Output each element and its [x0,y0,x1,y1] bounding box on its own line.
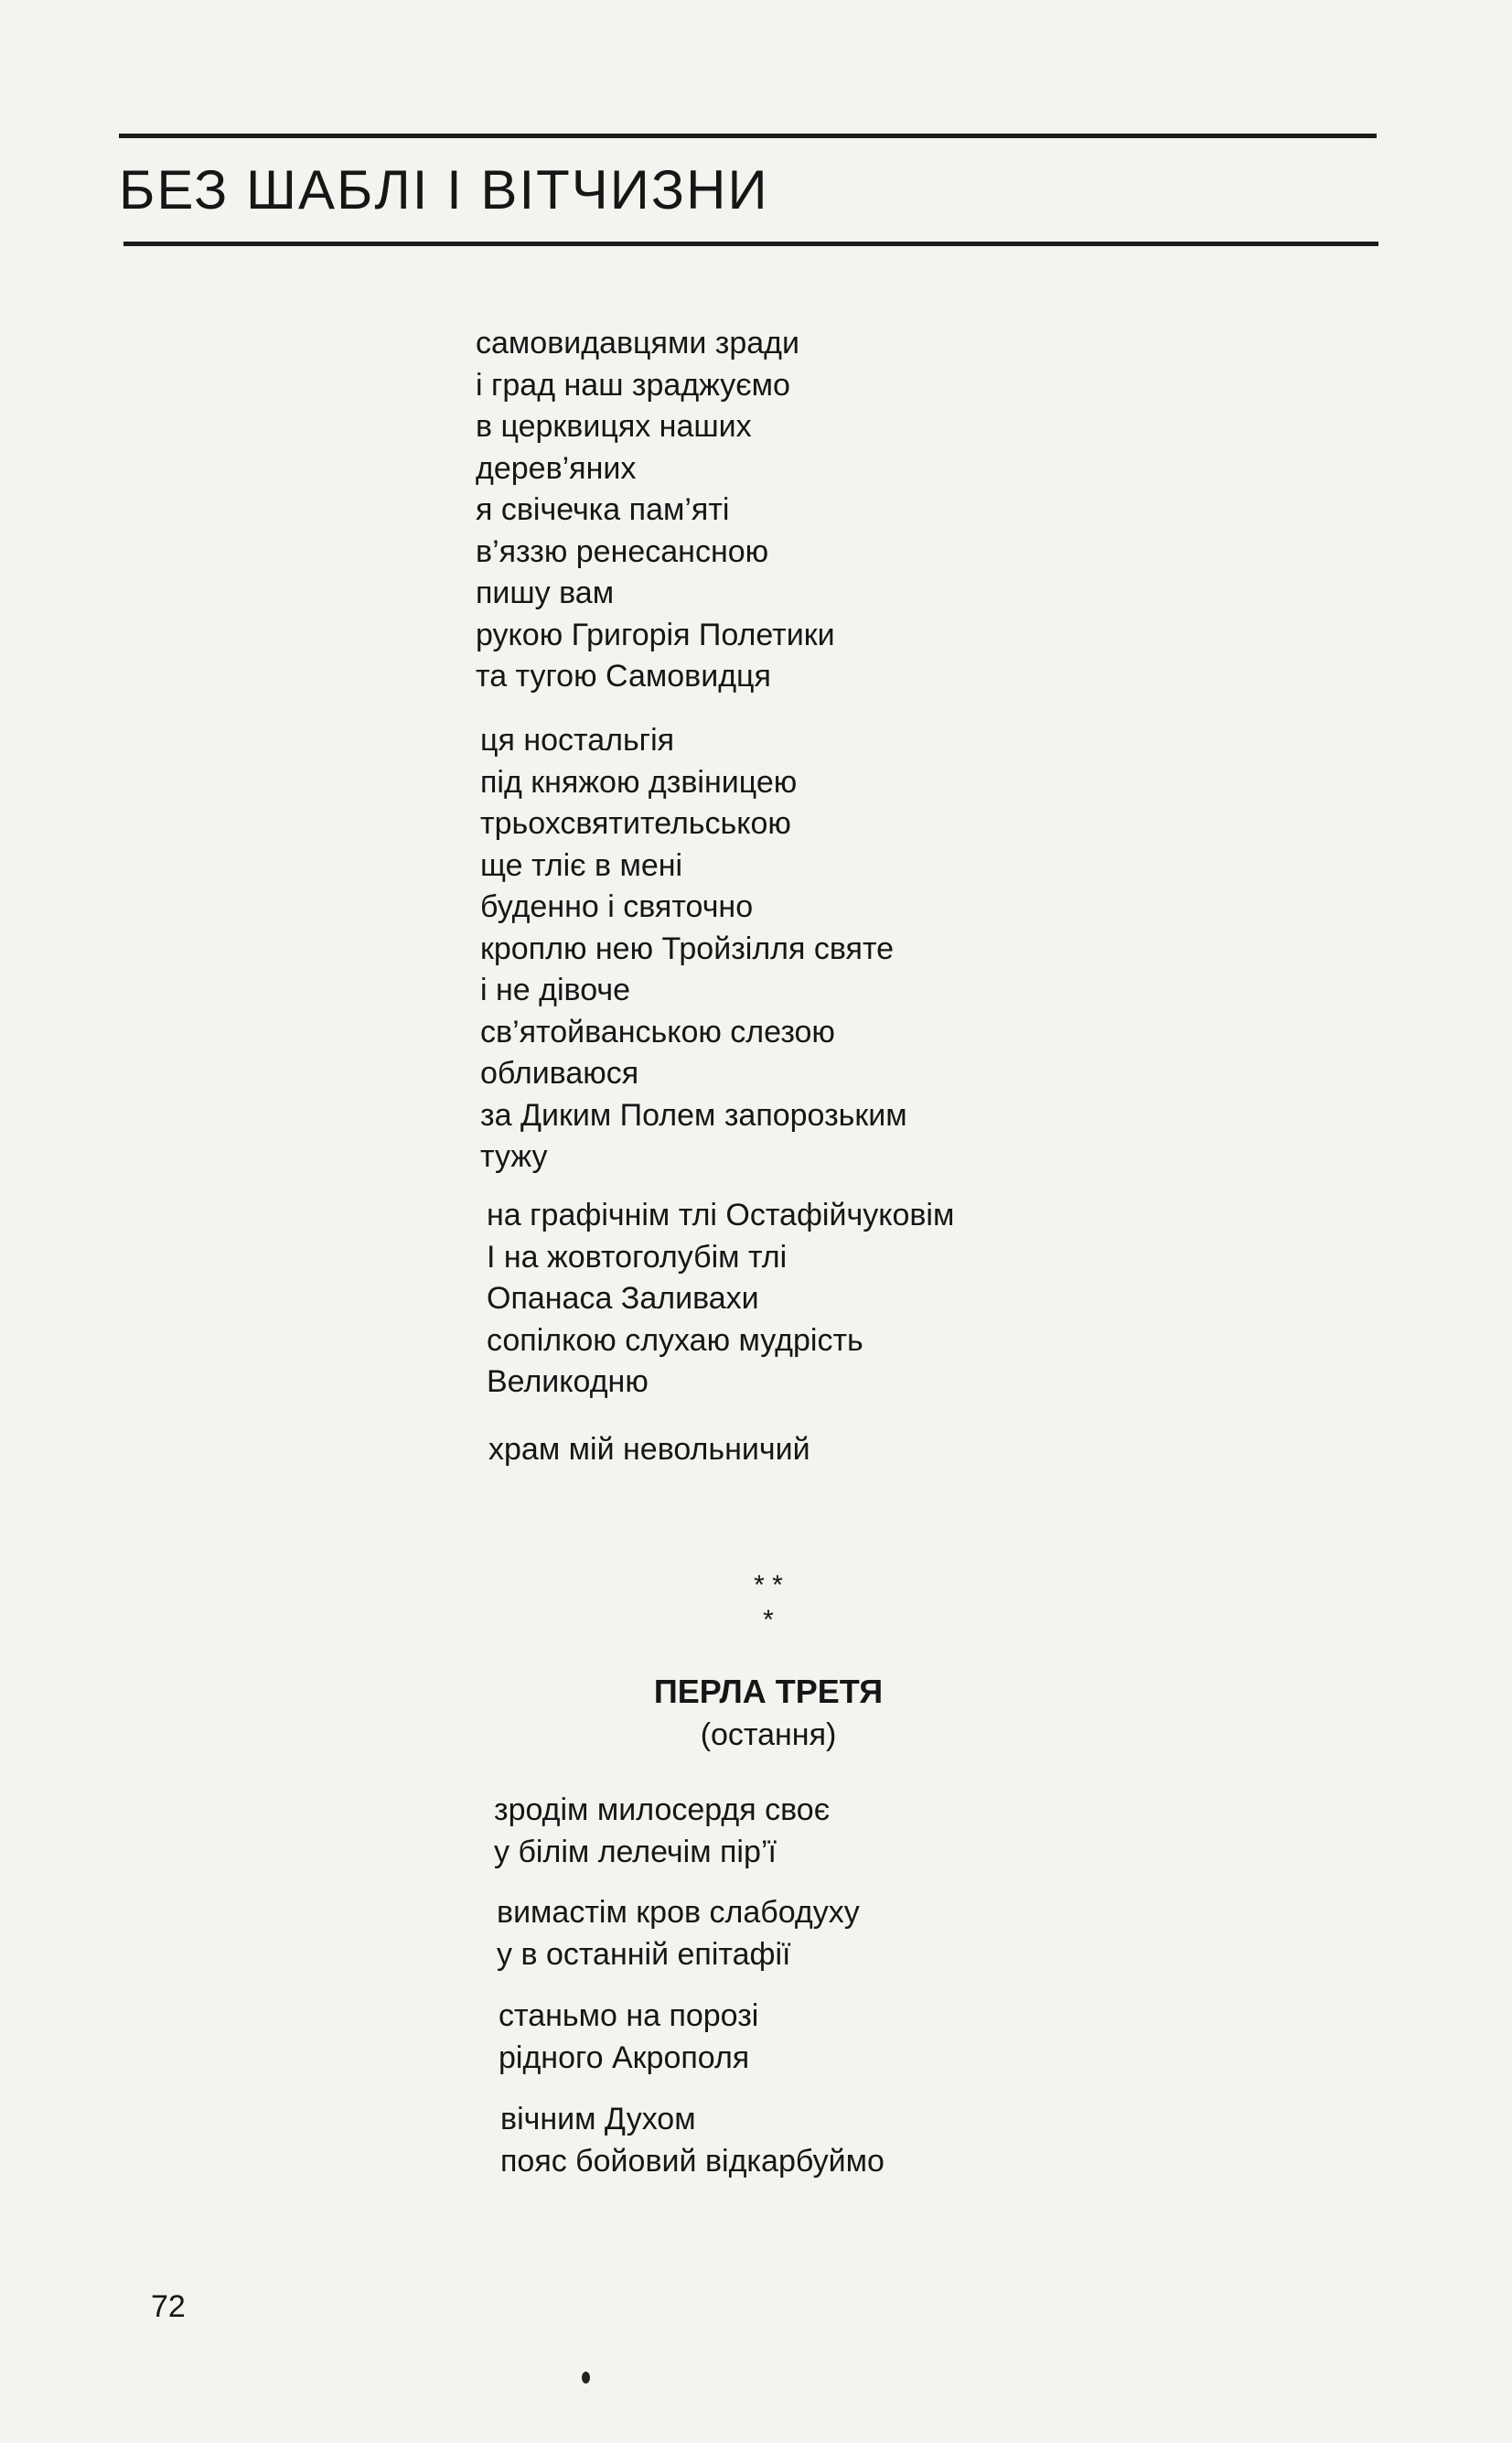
verse-line: буденно і святочно [480,889,754,924]
running-head: БЕЗ ШАБЛІ І ВІТЧИЗНИ [119,159,769,221]
verse-line: станьмо на порозі [499,1998,759,2033]
verse-line: самовидавцями зради [476,326,799,361]
verse-line: і град наш зраджуємо [476,367,790,403]
verse-line: вимастім кров слабодуху [497,1895,860,1930]
ink-speck [582,2372,590,2384]
verse-line: І на жовтоголубім тлі [487,1239,788,1275]
verse-line: храм мій невольничий [488,1432,810,1467]
poem-1-stanza-4 [488,1429,810,1471]
verse-line: св’ятойванською слезою [480,1014,835,1049]
poem-subtitle: (остання) [700,1717,837,1752]
verse-line: трьохсвятительською [480,806,791,841]
poem-2-stanza-1 [494,1790,830,1873]
verse-line: і не дівоче [480,973,630,1007]
verse-line: ще тліє в мені [480,847,683,883]
verse-line: рідного Акрополя [499,2039,750,2075]
verse-line: в церквицях наших [476,409,752,444]
poem-title: ПЕРЛА ТРЕТЯ [653,1673,884,1710]
verse-line: під княжою дзвіницею [480,764,798,800]
asterisk-pair: * * [754,1570,783,1600]
verse-line: в’яззю ренесансною [476,533,769,569]
verse-line: вічним Духом [500,2102,696,2136]
verse-line: у в останній епітафії [497,1936,791,1972]
header-rule-bottom [123,242,1378,246]
verse-line: сопілкою слухаю мудрість [487,1322,863,1358]
header-rule-top [119,134,1377,138]
poem-2-stanza-4 [500,2099,885,2182]
verse-line: Великодню [487,1364,649,1399]
section-separator [713,1572,823,1641]
poem-1-stanza-3 [487,1195,954,1404]
verse-line: за Диким Полем запорозьким [480,1097,907,1133]
verse-line: дерев’яних [476,450,637,486]
verse-line: зродім милосердя своє [494,1792,831,1827]
verse-line: кроплю нею Тройзілля святе [480,931,895,966]
verse-line: обливаюся [480,1056,639,1091]
verse-line: пишу вам [476,576,615,610]
asterisk-single: * [763,1605,774,1635]
verse-line: у білім лелечім пір’ї [494,1834,777,1869]
poem-1-stanza-1 [476,323,835,698]
poem-2-stanza-2 [497,1892,860,1975]
poem-1-stanza-2 [480,720,907,1178]
verse-line: пояс бойовий відкарбуймо [500,2143,885,2179]
verse-line: тужу [480,1139,548,1174]
verse-line: та тугою Самовидця [476,659,771,694]
verse-line: рукою Григорія Полетики [476,617,835,652]
verse-line: Опанаса Заливахи [487,1281,759,1316]
verse-line: я свічечка пам’яті [476,492,730,527]
page-number: 72 [151,2289,186,2324]
poem-2-stanza-3 [499,1996,758,2079]
verse-line: ця ностальгія [480,723,675,758]
verse-line: на графічнім тлі Остафійчуковім [487,1198,955,1232]
